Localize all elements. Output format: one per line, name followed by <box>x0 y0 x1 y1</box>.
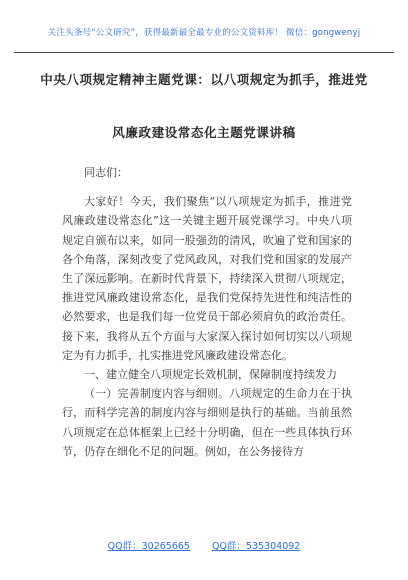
document-title-line-2: 风廉政建设常态化主题党课讲稿 <box>112 125 296 140</box>
footer-qq-group-2: QQ群：535304092 <box>211 541 301 552</box>
document-title-line-1: 中央八项规定精神主题党课：以八项规定为抓手，推进党 <box>40 72 368 87</box>
footer-contact <box>0 538 408 552</box>
body-paragraph-1: 大家好！今天，我们聚焦“以八项规定为抓手，推进党风廉政建设常态化”这一关键主题开展党课学习。中央八项规定自颁布以来，如同一股强劲的清风，吹遍了党和国家的各个角落，深刻改变了党风政风，对我们党和国家的发展产生了深远影响。在新时代背景下，持续深入贯彻八项规定，推进党风廉政建设常态化，是我们党保持先进性和纯洁性的必然要求，也是我们每一位党员干部必须肩负的政治责任。接下来，我将从五个方面与大家深入探讨如何切实以八项规定为有力抓手，扎实推进党风廉政建设常态化。 <box>62 195 352 362</box>
section-heading: 一、建立健全八项规定长效机制，保障制度持续发力 <box>84 368 337 382</box>
header-divider <box>14 52 394 53</box>
salutation: 同志们： <box>84 166 128 179</box>
header-notice: 关注头条号“公文研究”，获得最新最全最专业的公文资料库！ 微信：gongwenyj <box>47 28 361 38</box>
footer-qq-group-1: QQ群：30265665 <box>107 541 190 552</box>
document-body <box>62 163 352 461</box>
body-paragraph-2: （一）完善制度内容与细则。八项规定的生命力在于执行，而科学完善的制度内容与细则是执行的基础。当前虽然八项规定在总体框架上已经十分明确，但在一些具体执行环节，仍存在细化不足的问题。例如，在公务接待方 <box>62 387 352 458</box>
